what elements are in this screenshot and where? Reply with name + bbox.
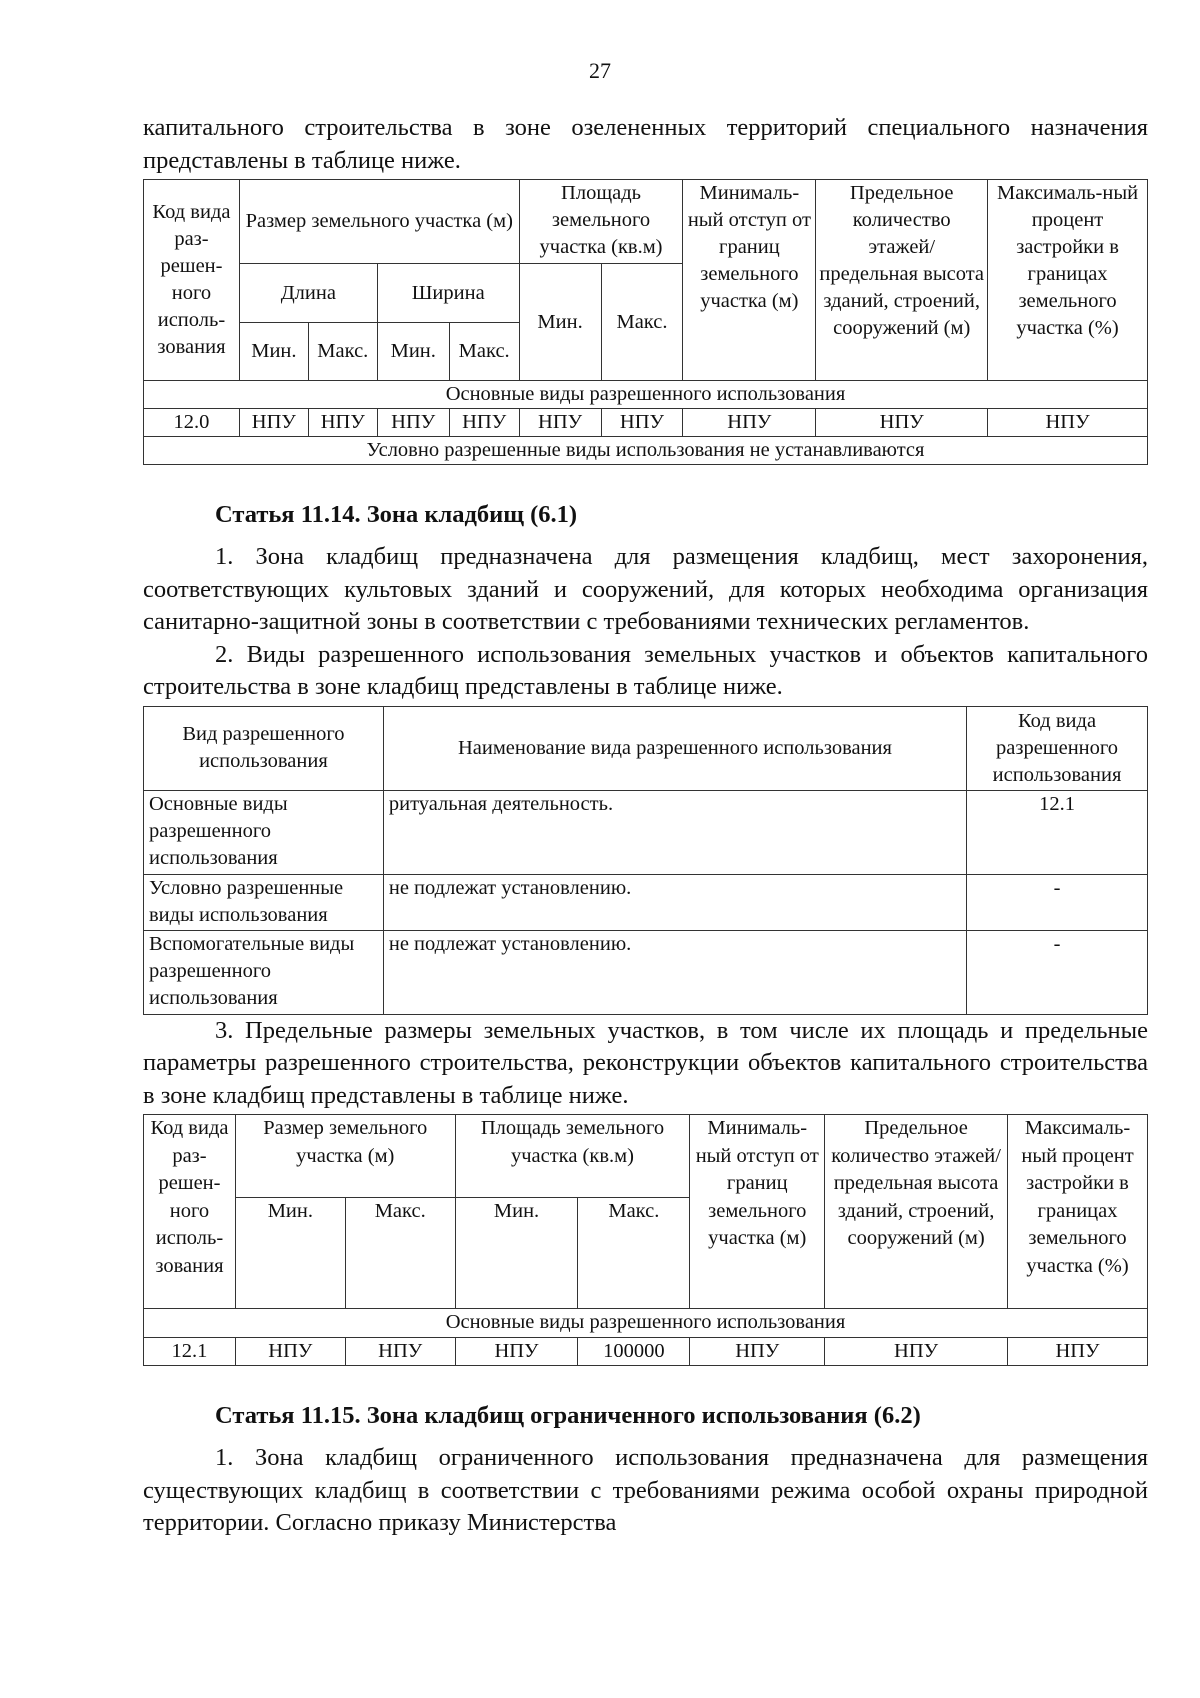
table-row [144,874,1148,930]
cell-value: НПУ [988,409,1148,437]
cell-value: НПУ [235,1337,345,1366]
header-area-max: Макс. [578,1198,690,1309]
header-floors-height: Предельное количество этажей/ предельная высота зданий, строений, сооружений (м) [825,1115,1008,1309]
cell-value: НПУ [519,409,601,437]
header-min-indent: Минималь-ный отступ от границ земельного участка (м) [690,1115,825,1309]
cell-value: НПУ [690,1337,825,1366]
cell-value: НПУ [308,409,377,437]
cell-use-name: ритуальная деятельность. [383,790,966,874]
table-cemetery-uses [143,706,1148,1015]
header-size-min: Мин. [235,1198,345,1309]
header-length: Длина [239,264,377,323]
header-size-max: Макс. [345,1198,455,1309]
header-min-indent: Минималь-ный отступ от границ земельного участка (м) [683,180,816,381]
table-cemetery-parameters [143,1114,1148,1366]
header-use-name: Наименование вида разрешенного использования [383,706,966,790]
cell-code: 12.1 [144,1337,236,1366]
table-row [144,409,1148,437]
cell-value: НПУ [816,409,988,437]
cell-value: НПУ [239,409,308,437]
cell-use-kind: Условно разрешенные виды использования [144,874,384,930]
header-max-percent: Максималь-ный процент застройки в границах земельного участка (%) [1008,1115,1148,1309]
conditional-uses-note: Условно разрешенные виды использования не устанавливаются [144,437,1148,465]
header-max-percent: Максималь-ный процент застройки в границах земельного участка (%) [988,180,1148,381]
header-length-max: Макс. [308,323,377,381]
table-green-zone-parameters [143,179,1148,465]
cell-value: 100000 [578,1337,690,1366]
article-heading-11-14: Статья 11.14. Зона кладбищ (6.1) [215,501,578,528]
cell-value: НПУ [825,1337,1008,1366]
header-floors-height: Предельное количество этажей/ предельная высота зданий, строений, сооружений (м) [816,180,988,381]
table-row [144,1337,1148,1366]
cell-value: НПУ [377,409,449,437]
header-use-code: Код вида разрешенного использования [967,706,1148,790]
cell-value: НПУ [455,1337,578,1366]
header-plot-size: Размер земельного участка (м) [235,1115,455,1198]
intro-paragraph: капитального строительства в зоне озелененных территорий специального назначения представлены в таблице ниже. [143,114,1148,174]
header-plot-area: Площадь земельного участка (кв.м) [519,180,683,264]
header-area-min: Мин. [519,264,601,381]
table-row [144,790,1148,874]
header-width: Ширина [377,264,519,323]
cell-use-name: не подлежат установлению. [383,874,966,930]
cell-value: НПУ [345,1337,455,1366]
cell-value: НПУ [449,409,519,437]
cell-code: 12.0 [144,409,240,437]
cell-value: НПУ [601,409,683,437]
header-plot-size: Размер земельного участка (м) [239,180,519,264]
header-use-kind: Вид разрешенного использования [144,706,384,790]
cell-use-kind: Основные виды разрешенного использования [144,790,384,874]
header-code: Код вида раз-решен-ного исполь-зования [144,180,240,381]
header-width-min: Мин. [377,323,449,381]
section-main-uses: Основные виды разрешенного использования [144,381,1148,409]
paragraph-1: 1. Зона кладбищ предназначена для размещения кладбищ, мест захоронения, соответствующих культовых зданий и сооружений, для которых необходима организация санитарно-защитной зоны в соответствии с требованиями технических регламентов. [143,543,1148,635]
cell-use-code: - [967,874,1148,930]
paragraph-2: 2. Виды разрешенного использования земельных участков и объектов капитального строительства в зоне кладбищ представлены в таблице ниже. [143,640,1148,700]
header-code: Код вида раз-решен-ного исполь-зования [144,1115,236,1309]
section-main-uses: Основные виды разрешенного использования [144,1309,1148,1338]
article-heading-11-15: Статья 11.15. Зона кладбищ ограниченного использования (6.2) [215,1402,921,1429]
header-width-max: Макс. [449,323,519,381]
header-plot-area: Площадь земельного участка (кв.м) [455,1115,690,1198]
cell-use-code: 12.1 [967,790,1148,874]
cell-use-code: - [967,930,1148,1014]
paragraph-11-15-1: 1. Зона кладбищ ограниченного использования предназначена для размещения существующих кладбищ в соответствии с требованиями режима особой охраны природной территории. Согласно приказу Министерства [143,1444,1148,1536]
cell-use-kind: Вспомогательные виды разрешенного использования [144,930,384,1014]
header-area-max: Макс. [601,264,683,381]
header-length-min: Мин. [239,323,308,381]
page-number: 27 [589,58,611,83]
document-body [143,112,1148,1540]
cell-value: НПУ [683,409,816,437]
header-area-min: Мин. [455,1198,578,1309]
paragraph-3: 3. Предельные размеры земельных участков, в том числе их площадь и предельные параметры разрешенного строительства, реконструкции объектов капитального строительства в зоне кладбищ представлены в таблице ниже. [143,1016,1148,1109]
table-row [144,930,1148,1014]
cell-use-name: не подлежат установлению. [383,930,966,1014]
cell-value: НПУ [1008,1337,1148,1366]
